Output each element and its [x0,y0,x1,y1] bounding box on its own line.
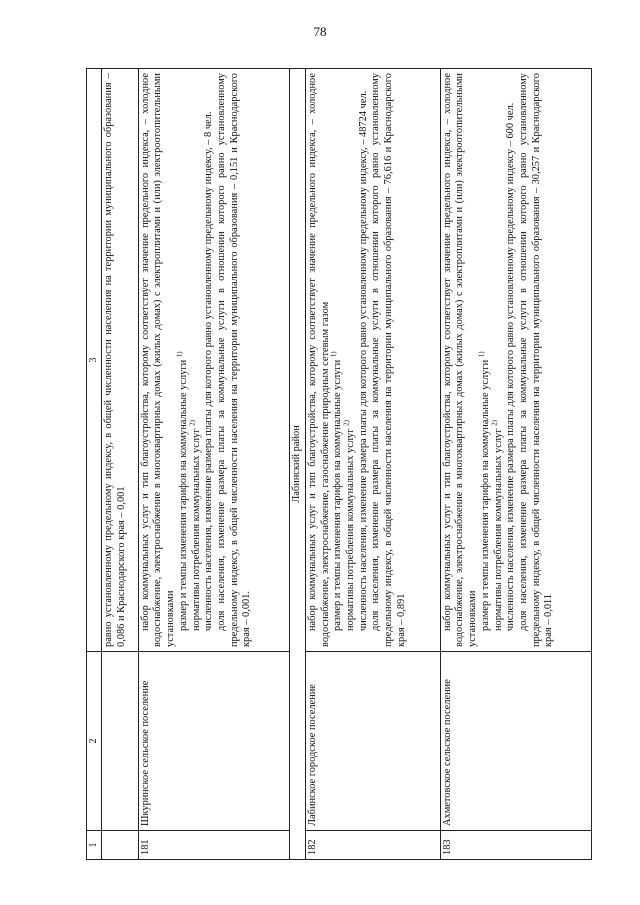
footnote-mark: 1) [329,351,338,358]
settlement-name: Шкуринское сельское поселение [138,652,289,831]
footnote-mark: 2) [188,420,197,426]
text-line: численность населения, изменение размера платы для которого равно установленному предельному индексу, – 8 чел. [203,111,215,631]
settlement-name: Ахметовское сельское поселение [440,652,591,831]
text-line [188,73,204,647]
footnote-mark: 2) [490,420,499,426]
row-description-cell [102,69,139,652]
text-span: нормативы потребления коммунальных услуг [492,428,504,631]
text-line: набор коммунальных услуг и тип благоустройства, которому соответствует значение предельного индекса, – холодное водоснабжение, электроснабжение в многоквартирных домах (жилых домах) с электроплитами и (или) электроотопительными установками [441,73,479,647]
text-span: размер и темпы изменения тарифов на коммунальные услуги [332,359,344,631]
text-line [490,73,506,647]
text-line: численность населения, изменение размера платы для которого равно установленному предельному индексу, – 48724 чел. [357,90,369,631]
row-description-cell [305,69,440,652]
row-description-cell [440,69,591,652]
row-description-cell [138,69,289,652]
text-line: доля населения, изменение размера платы за коммунальные услуги в отношении которого равно установленному предельному индексу, в общей численности населения на территории муниципального образования – 30,257 и Краснодарского края – 0,011 [517,73,555,647]
table-row-continuation [102,69,139,860]
text-span: размер и темпы изменения тарифов на коммунальные услуги [177,359,189,631]
footnote-mark: 1) [477,351,486,358]
row-name-cell [102,652,139,831]
text-line: численность населения, изменение размера платы для которого равно установленному предельному индексу – 600 чел. [505,102,517,631]
footnote-mark: 1) [175,351,184,358]
text-line: доля населения, изменение размера платы за коммунальные услуги в отношении которого равно установленному предельному индексу, в общей численности населения на территории муниципального образования – 76,616 и Краснодарского края – 0,891 [370,73,407,647]
continuation-text: равно установленному предельному индексу, в общей численности населения на территории муниципального образования – 0,086 и Краснодарского края – 0,001 [103,73,127,647]
row-number: 181 [138,831,289,860]
text-span: нормативы потребления коммунальных услуг [345,428,357,631]
text-span: размер и темпы изменения тарифов на коммунальные услуги [479,359,491,631]
settlement-name: Лабинское городское поселение [305,652,440,831]
header-col-1: 1 [87,831,102,860]
text-line [342,73,358,647]
text-line [175,73,191,647]
page-number: 78 [313,24,327,39]
text-line [329,73,345,647]
row-number-cell [102,831,139,860]
text-line: набор коммунальных услуг и тип благоустройства, которому соответствует значение предельного индекса, – холодное водоснабжение, электроснабжение в многоквартирных домах (жилых домах) с электроплитами и (или) электроотопительными установками [139,73,177,647]
table-header-row [87,69,102,860]
table-row-183 [440,69,591,860]
table-row-182 [305,69,440,860]
text-span: нормативы потребления коммунальных услуг [190,428,202,631]
header-col-3: 3 [87,69,102,652]
text-line: набор коммунальных услуг и тип благоустройства, которому соответствует значение предельного индекса, – холодное водоснабжение, электроснабжение, газоснабжение природным сетевым газом [306,73,331,647]
text-line: доля населения, изменение размера платы за коммунальные услуги в отношении которого равно установленному предельному индексу, в общей численности населения на территории муниципального образования – 0,151 и Краснодарского края – 0,001. [215,73,253,647]
rotated-table-wrapper [86,68,592,860]
document-table [86,68,592,860]
text-line [477,73,493,647]
footnote-mark: 2) [342,420,351,426]
row-number: 183 [440,831,591,860]
region-heading: Лабинский район [289,69,305,860]
row-number: 182 [305,831,440,860]
header-col-2: 2 [87,652,102,831]
region-row [289,69,305,860]
table-row-181 [138,69,289,860]
